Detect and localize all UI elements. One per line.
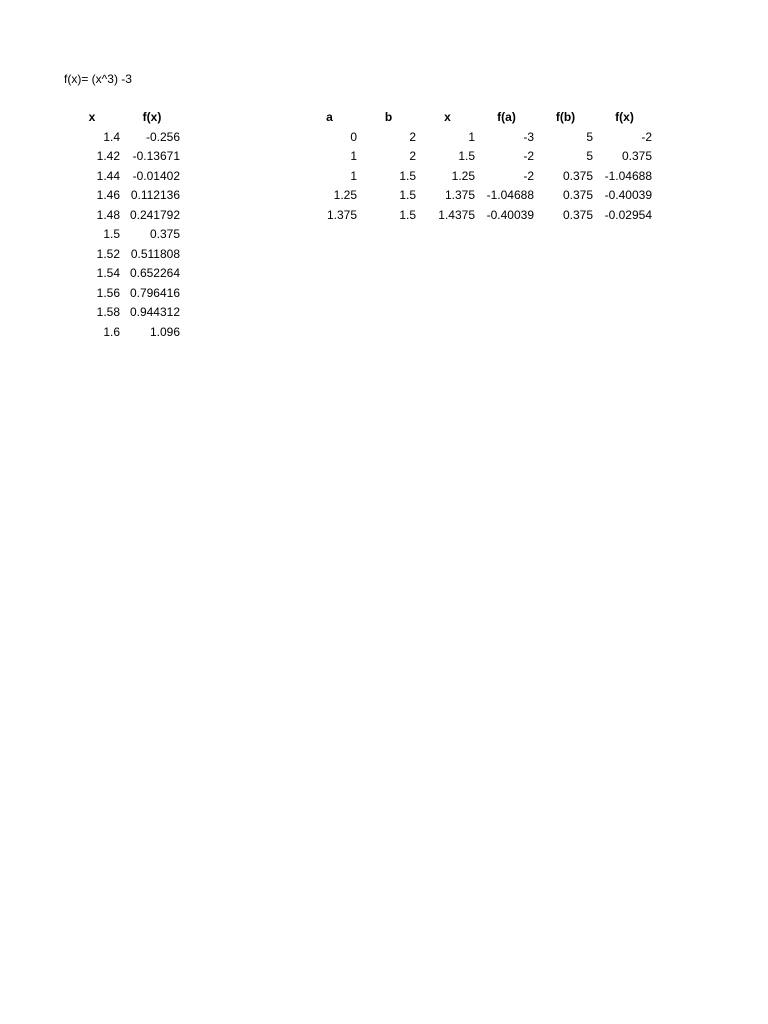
table-row bbox=[300, 167, 654, 187]
cell-fb: 0.375 bbox=[562, 188, 593, 202]
cell-fa: -2 bbox=[523, 168, 534, 183]
cell-x: 1.56 bbox=[96, 285, 120, 300]
cell-fx: -0.01402 bbox=[132, 168, 180, 183]
cell-x: 1.5 bbox=[458, 149, 475, 163]
cell-fx: -0.40039 bbox=[604, 188, 652, 202]
table-row bbox=[300, 128, 654, 148]
cell-x: 1.58 bbox=[96, 305, 120, 319]
cell-fx: 0.652264 bbox=[129, 266, 180, 280]
cell-x: 1.46 bbox=[96, 188, 120, 202]
cell-fa: -1.04688 bbox=[486, 188, 534, 202]
table-row bbox=[62, 323, 182, 343]
cell-x: 1.375 bbox=[444, 188, 475, 202]
column-header-fx: f(x) bbox=[142, 110, 162, 124]
cell-fb: 0.375 bbox=[562, 207, 593, 222]
table-row bbox=[300, 206, 654, 226]
function-formula: f(x)= (x^3) -3 bbox=[64, 72, 132, 86]
cell-fx: -0.256 bbox=[145, 129, 180, 144]
table-row bbox=[300, 186, 654, 206]
cell-fx: -0.13671 bbox=[132, 149, 180, 163]
cell-x: 1.42 bbox=[96, 149, 120, 163]
header-row bbox=[300, 108, 654, 128]
cell-fx: 0.241792 bbox=[129, 207, 180, 222]
cell-x: 1.6 bbox=[103, 324, 120, 339]
cell-fx: 0.375 bbox=[621, 149, 652, 163]
cell-b: 1.5 bbox=[399, 207, 416, 222]
cell-x: 1.48 bbox=[96, 207, 120, 222]
cell-a: 1.375 bbox=[326, 207, 357, 222]
table-row bbox=[62, 303, 182, 323]
cell-fa: -3 bbox=[523, 129, 534, 144]
header-row bbox=[62, 108, 182, 128]
cell-fb: 5 bbox=[586, 129, 593, 144]
cell-fx: 0.944312 bbox=[129, 305, 180, 319]
column-header-fx: f(x) bbox=[615, 110, 634, 124]
column-header-b: b bbox=[384, 110, 393, 124]
table-row bbox=[300, 147, 654, 167]
cell-b: 2 bbox=[409, 149, 416, 163]
cell-fx: 0.112136 bbox=[130, 188, 180, 202]
cell-fx: 1.096 bbox=[149, 324, 180, 339]
evaluation-table bbox=[62, 108, 182, 342]
column-header-a: a bbox=[326, 110, 333, 124]
cell-b: 2 bbox=[409, 129, 416, 144]
cell-x: 1 bbox=[468, 129, 475, 144]
cell-fx: 0.375 bbox=[149, 227, 180, 241]
table-row bbox=[62, 206, 182, 226]
cell-x: 1.54 bbox=[96, 266, 120, 280]
cell-fx: -0.02954 bbox=[604, 207, 652, 222]
bisection-table bbox=[300, 108, 654, 225]
cell-x: 1.52 bbox=[96, 246, 120, 261]
table-row bbox=[62, 167, 182, 187]
table-row bbox=[62, 147, 182, 167]
column-header-x: x bbox=[444, 110, 451, 124]
table-row bbox=[62, 284, 182, 304]
cell-b: 1.5 bbox=[399, 188, 416, 202]
cell-x: 1.5 bbox=[103, 227, 120, 241]
table-row bbox=[62, 264, 182, 284]
table-row bbox=[62, 225, 182, 245]
cell-fx: -1.04688 bbox=[604, 168, 652, 183]
cell-b: 1.5 bbox=[399, 168, 416, 183]
cell-fx: 0.511808 bbox=[130, 246, 180, 261]
table-row bbox=[62, 128, 182, 148]
cell-x: 1.44 bbox=[96, 168, 120, 183]
cell-fb: 0.375 bbox=[562, 168, 593, 183]
cell-x: 1.4 bbox=[103, 129, 120, 144]
cell-a: 0 bbox=[350, 129, 357, 144]
cell-x: 1.4375 bbox=[438, 207, 475, 222]
cell-a: 1 bbox=[350, 168, 357, 183]
column-header-fb: f(b) bbox=[555, 110, 576, 124]
table-row bbox=[62, 245, 182, 265]
cell-x: 1.25 bbox=[451, 168, 475, 183]
cell-a: 1 bbox=[350, 149, 357, 163]
cell-fx: -2 bbox=[641, 129, 652, 144]
cell-fx: 0.796416 bbox=[129, 285, 180, 300]
column-header-fa: f(a) bbox=[497, 110, 516, 124]
cell-fb: 5 bbox=[586, 149, 593, 163]
column-header-x: x bbox=[88, 110, 96, 124]
table-row bbox=[62, 186, 182, 206]
cell-a: 1.25 bbox=[333, 188, 357, 202]
cell-fa: -0.40039 bbox=[486, 207, 534, 222]
cell-fa: -2 bbox=[523, 149, 534, 163]
